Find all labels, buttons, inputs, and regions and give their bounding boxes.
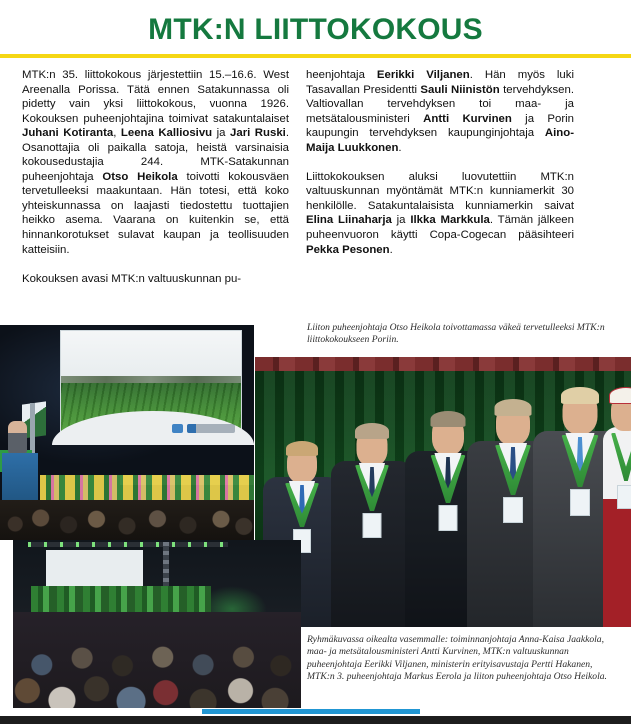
paragraph-right-1: heenjohtaja Eerikki Viljanen. Hän myös luki Tasavallan Presidentti Sauli Niinistön tervehdyksen. Valtiovallan tervehdyksen toi maa- ja metsätalousministeri Antti Kurvinen ja Porin kaupungin tervehdyksen kaupunginjohtaja Aino-Maija Luukkonen. <box>306 69 575 154</box>
presentation-screen <box>60 330 242 440</box>
photo-caption-bottom: Ryhmäkuvassa oikealta vasemmalle: toiminnanjohtaja Anna-Kaisa Jaakkola, maa- ja metsätalousministeri Antti Kurvinen, MTK:n valtuuskunnan puheenjohtaja Eerikki Viljanen, ministerin erityisavustaja Pertti Hakanen, MTK:n 3. puheenjohtaja Markus Eerola ja liiton puheenjohtaja Otso Heikola. <box>307 634 607 683</box>
speaker-figure <box>8 421 27 453</box>
article-column-left <box>22 68 289 301</box>
paragraph-left-2: Kokouksen avasi MTK:n valtuuskunnan pu- <box>22 272 242 285</box>
name-eerikki-viljanen: Eerikki Viljanen <box>376 69 470 81</box>
person-2-hair <box>355 423 389 439</box>
footer-bar <box>0 716 631 724</box>
screen-logo-mark <box>172 424 183 433</box>
name-leena-kalliosivu: Leena Kalliosivu <box>120 127 213 140</box>
header-divider-rule <box>0 54 631 58</box>
name-sauli-niinisto: Sauli Niinistön <box>420 83 500 96</box>
name-jari-ruski: Jari Ruski <box>230 127 286 140</box>
stage-audience-heads <box>0 500 254 540</box>
lighting-rig <box>28 542 228 547</box>
group-person-2 <box>331 461 413 627</box>
person-5-hair <box>561 387 599 404</box>
person-6-badge <box>617 485 631 509</box>
paragraph-right-2: Liittokokouksen aluksi luovutettiin MTK:n valtuuskunnan myöntämät MTK:n kunniamerkit 30 henkilölle. Satakuntalaisista kunniamerkin saivat Elina Liinaharja ja Ilkka Markkula. Tämän jälkeen puheenvuoron käytti Copa-Cogecan pääsihteeri Pekka Pesonen. <box>306 170 574 256</box>
name-pekka-pesonen: Pekka Pesonen <box>306 243 390 256</box>
screen-sky <box>61 331 241 382</box>
photo-audience-crowd <box>13 540 301 708</box>
photo-group-portrait <box>255 357 631 627</box>
person-3-hair <box>431 411 466 427</box>
person-4-hair <box>495 399 532 416</box>
article-column-right <box>306 68 574 272</box>
page-title: MTK:N LIITTOKOKOUS <box>148 13 483 46</box>
name-aino-maija-luukkonen: Aino-Maija Luukkonen <box>306 127 574 154</box>
screen-logo-wordmark <box>187 424 235 433</box>
person-2-badge <box>363 513 382 538</box>
name-ilkka-markkula: Ilkka Markkula <box>410 214 490 227</box>
person-1-hair <box>286 441 318 456</box>
person-6-headdress <box>609 387 631 404</box>
name-antti-kurvinen: Antti Kurvinen <box>423 112 512 125</box>
paragraph-left-1: MTK:n 35. liittokokous järjestettiin 15.–16.6. West Areenalla Porissa. Tätä ennen Satakunnassa oli pidetty vain yksi liittokokous, vuonna 1926. Kokouksen puheenjohtajina toimivat satakuntalaiset Juhani Kotiranta, Leena Kalliosivu ja Jari Ruski. Osanottajia oli paikalla satoja, heistä varsinaisia kokousedustajia 244. MTK-Satakunnan puheenjohtaja Otso Heikola toivotti kokousväen tervetulleeksi maakuntaan. Hän totesi, että koko yhteiskunnassa on laajasti tiedostettu tuottajien heikko asema. Vaarana on kuitenkin se, että hinnankorotukset sulavat kaupan ja teollisuuden katteisiin. <box>22 69 289 256</box>
name-otso-heikola: Otso Heikola <box>102 170 178 183</box>
person-6-lanyard <box>611 433 631 481</box>
photo-stage-speaker <box>0 325 254 540</box>
footer-accent-bar <box>202 709 420 714</box>
hall-rafters <box>255 357 631 371</box>
name-juhani-kotiranta: Juhani Kotiranta <box>22 127 114 140</box>
photo-caption-top: Liiton puheenjohtaja Otso Heikola toivottamassa väkeä tervetulleeksi MTK:n liittokokoukseen Poriin. <box>307 322 605 346</box>
page-header <box>0 0 631 56</box>
person-5-badge <box>570 489 590 516</box>
group-person-6-folk-costume <box>603 427 631 627</box>
article-body <box>0 68 631 313</box>
name-elina-liinaharja: Elina Liinaharja <box>306 214 392 227</box>
crowd-projection-screen <box>46 550 143 590</box>
crowd-heads <box>13 612 301 708</box>
person-3-badge <box>439 505 458 531</box>
person-4-badge <box>503 497 523 523</box>
